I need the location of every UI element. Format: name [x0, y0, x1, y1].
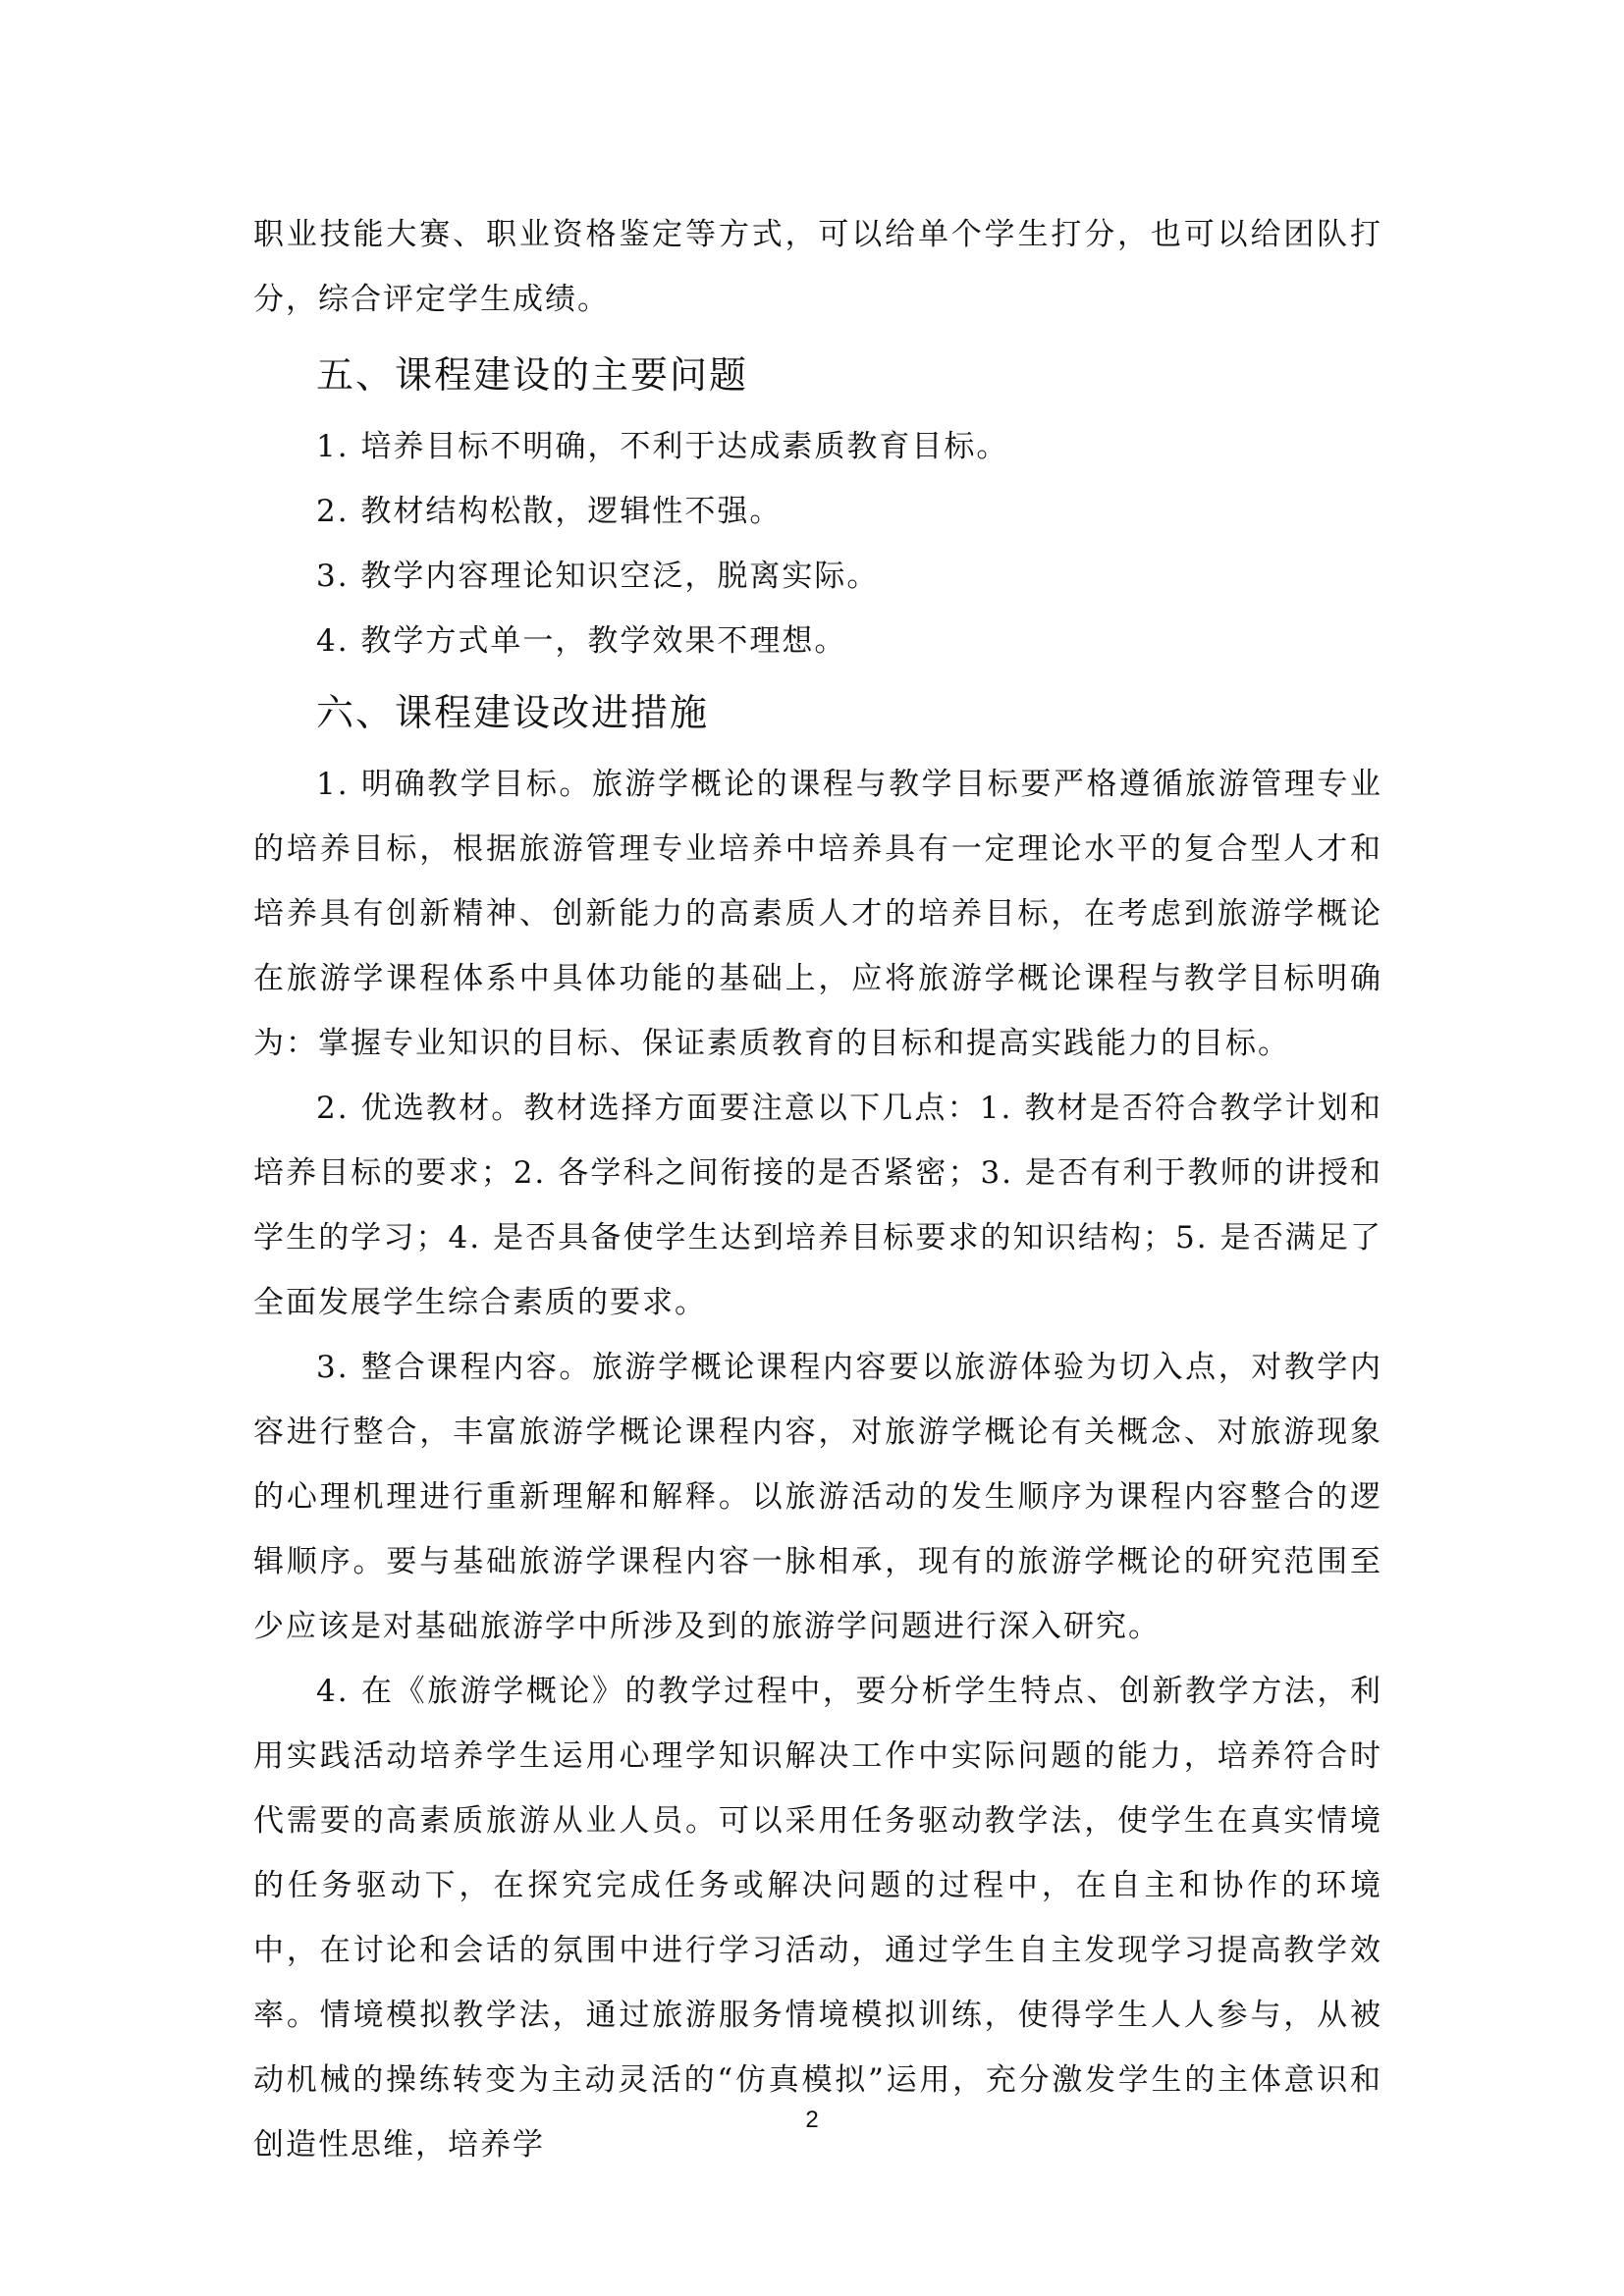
- section5-heading: 五、课程建设的主要问题: [316, 353, 749, 397]
- continuation-paragraph: 职业技能大赛、职业资格鉴定等方式，可以给单个学生打分，也可以给团队打分，综合评定学生成绩。: [253, 217, 1382, 317]
- section5-item-2: 2. 教材结构松散，逻辑性不强。: [316, 494, 783, 529]
- section6-paragraph-3: 3. 整合课程内容。旅游学概论课程内容要以旅游体验为切入点，对教学内容进行整合，丰富旅游学概论课程内容，对旅游学概论有关概念、对旅游现象的心理机理进行重新理解和解释。以旅游活动的发生顺序为课程内容整合的逻辑顺序。要与基础旅游学课程内容一脉相承，现有的旅游学概论的研究范围至少应该是对基础旅游学中所涉及到的旅游学问题进行深入研究。: [253, 1350, 1382, 1644]
- section6-heading: 六、课程建设改进措施: [316, 691, 710, 734]
- page-number: 2: [805, 2107, 819, 2133]
- section6-paragraph-1: 1. 明确教学目标。旅游学概论的课程与教学目标要严格遵循旅游管理专业的培养目标，根据旅游管理专业培养中培养具有一定理论水平的复合型人才和培养具有创新精神、创新能力的高素质人才的培养目标，在考虑到旅游学概论在旅游学课程体系中具体功能的基础上，应将旅游学概论课程与教学目标明确为：掌握专业知识的目标、保证素质教育的目标和提高实践能力的目标。: [253, 767, 1382, 1061]
- section6-paragraph-4: 4. 在《旅游学概论》的教学过程中，要分析学生特点、创新教学方法，利用实践活动培养学生运用心理学知识解决工作中实际问题的能力，培养符合时代需要的高素质旅游从业人员。可以采用任务驱动教学法，使学生在真实情境的任务驱动下，在探究完成任务或解决问题的过程中，在自主和协作的环境中，在讨论和会话的氛围中进行学习活动，通过学生自主发现学习提高教学效率。情境模拟教学法，通过旅游服务情境模拟训练，使得学生人人参与，从被动机械的操练转变为主动灵活的“仿真模拟”运用，充分激发学生的主体意识和创造性思维，培养学: [253, 1674, 1382, 2163]
- section6-paragraph-2: 2. 优选教材。教材选择方面要注意以下几点：1. 教材是否符合教学计划和培养目标的要求；2. 各学科之间衔接的是否紧密；3. 是否有利于教师的讲授和学生的学习；4. 是否具备使学生达到培养目标要求的知识结构；5. 是否满足了全面发展学生综合素质的要求。: [253, 1091, 1382, 1320]
- section5-item-1: 1. 培养目标不明确，不利于达成素质教育目标。: [316, 429, 1009, 464]
- section5-item-4: 4. 教学方式单一，教学效果不理想。: [316, 623, 847, 659]
- page-body: [253, 202, 1382, 2177]
- section5-item-3: 3. 教学内容理论知识空泛，脱离实际。: [316, 559, 880, 594]
